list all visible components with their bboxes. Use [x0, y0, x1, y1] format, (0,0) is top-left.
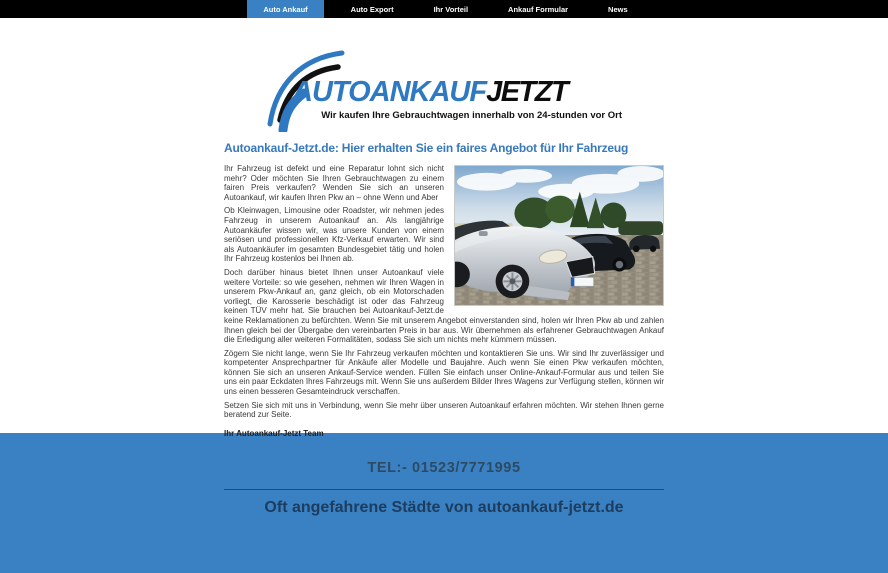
paragraph-2: Ob Kleinwagen, Limousine oder Roadster, wir nehmen jedes Fahrzeug in unserem Autoankauf an. Als langjährige Autoankäufer wissen wir, was unsere Kunden von einem seriösen und professionellen Kfz-Verkauf erwarten. Wir sind als Autoankäufer im gesamten Bundesgebiet tätig und holen Ihr Fahrzeug kostenlos bei Ihnen ab. — [224, 206, 444, 264]
paragraph-4: Zögern Sie nicht lange, wenn Sie Ihr Fahrzeug verkaufen möchten und kontaktieren Sie uns. Wir sind Ihr zuverlässiger und kompetenter Ansprechpartner für Ankäufe aller Modelle und Baujahre. Auch wenn Sie einen Pkw verkaufen möchten, können Sie sich an unseren Ankauf-Service wenden. Füllen Sie einfach unser Online-Ankauf-Formular aus und teilen Sie uns ein paar Eckdaten Ihres Fahrzeugs mit. Wenn Sie uns außerdem Bilder Ihres Wagens zur Verfügung stellen, können wir uns einen besseren Gesamteindruck verschaffen. — [224, 348, 664, 397]
logo-brand-secondary: JETZT — [486, 76, 568, 108]
paragraph-3: Doch darüber hinaus bietet Ihnen unser Autoankauf viele weitere Vorteile: so wie gesehen, nehmen wir Ihren Wagen in unserem Pkw-Ankauf an, ganz gleich, ob ein Motorschaden vorliegt, die Karosserie beschädigt ist oder das Fahrzeug keinen TÜV mehr hat. Sie brauchen bei Autoankauf-Jetzt.de keine Reklamationen zu befürchten. Wenn Sie mit unserem Angebot einverstanden sind, holen wir Ihren Pkw ab und zahlen Ihnen gleich bei der Übergabe den vereinbarten Preis in bar aus. Wir übernehmen als erfahrener Gebrauchtwagen Ankauf die Erledigung aller weiteren Formalitäten, sodass Sie sich um nichts mehr kümmern müssen. — [224, 267, 664, 345]
intro-article — [224, 164, 664, 438]
logo-wordmark — [292, 76, 567, 109]
nav-item-news[interactable]: News — [608, 4, 628, 14]
page-title: Autoankauf-Jetzt.de: Hier erhalten Sie ein faires Angebot für Ihr Fahrzeug — [224, 141, 629, 155]
logo[interactable] — [224, 18, 664, 125]
used-cars-photo — [454, 165, 664, 306]
nav-item-auto-ankauf[interactable]: Auto Ankauf — [247, 0, 323, 18]
used-cars-photo-illustration — [455, 166, 663, 305]
nav-item-ihr-vorteil[interactable]: Ihr Vorteil — [433, 4, 469, 14]
nav-item-ankauf-formular[interactable]: Ankauf Formular — [508, 4, 569, 14]
logo-brand-primary: AUTOANKAUF — [292, 76, 487, 108]
team-signature: Ihr Autoankauf-Jetzt Team — [224, 428, 324, 438]
paragraph-1: Ihr Fahrzeug ist defekt und eine Reparatur lohnt sich nicht mehr? Oder möchten Sie Ihren Gebrauchtwagen zu einem fairen Preis verkaufen? Wenden Sie sich an unseren Autoankauf, wir kaufen Ihren Pkw an – ohne Wenn und Aber — [224, 164, 444, 202]
phone-number[interactable]: TEL:- 01523/7771995 — [367, 460, 521, 476]
footer-divider — [224, 489, 664, 490]
main-content-column — [224, 18, 664, 438]
cities-heading: Oft angefahrene Städte von autoankauf-jetzt.de — [264, 499, 624, 516]
nav-item-auto-export[interactable]: Auto Export — [350, 4, 394, 14]
paragraph-5: Setzen Sie sich mit uns in Verbindung, wenn Sie mehr über unseren Autoankauf erfahren möchten. Wir stehen Ihnen gerne beratend zur Seite. — [224, 400, 664, 420]
top-navigation — [0, 0, 888, 18]
footer-contact-section — [0, 433, 888, 573]
logo-tagline: Wir kaufen Ihre Gebrauchtwagen innerhalb von 24-stunden vor Ort — [321, 110, 622, 121]
